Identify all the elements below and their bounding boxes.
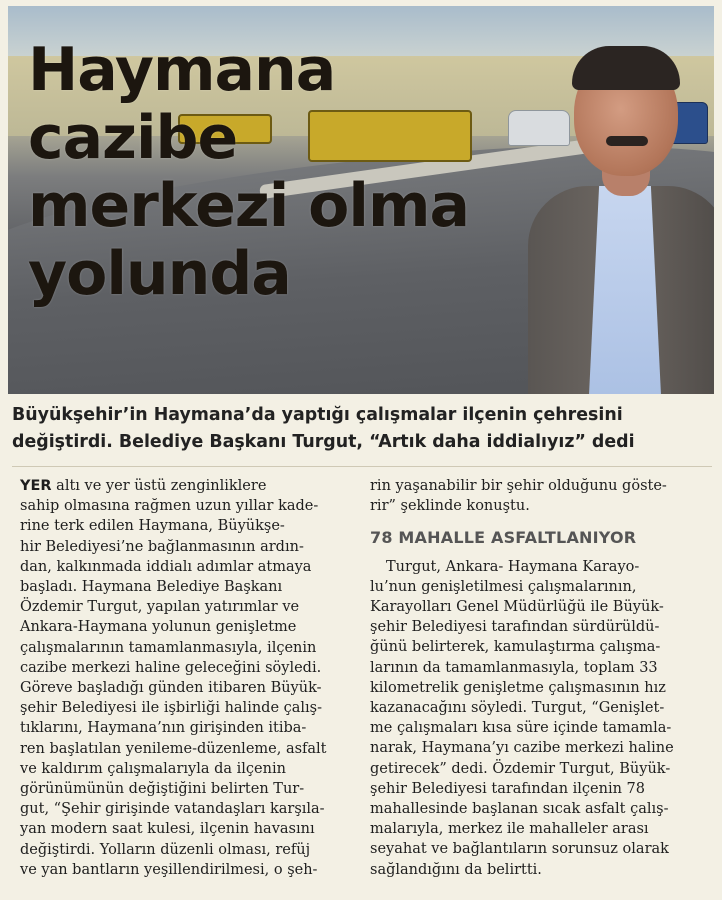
left-column-lines — [20, 496, 360, 880]
body-line: malarıyla, merkez ile mahalleler arası — [370, 821, 649, 838]
section-crosshead: 78 MAHALLE ASFALTLANIYOR — [370, 528, 637, 548]
body-line: ve yan bantların yeşillendirilmesi, o şeh- — [20, 861, 318, 878]
mayor-portrait — [528, 36, 714, 394]
body-line: Turgut, Ankara- Haymana Karayo- — [386, 558, 640, 575]
body-line: cazibe merkezi haline geleceğini söyledi. — [20, 659, 322, 676]
article-photo — [8, 6, 714, 394]
body-line: ve kaldırım çalışmalarıyla da ilçenin — [20, 760, 286, 777]
subhead-line-1: Büyükşehir’in Haymana’da yaptığı çalışmalar ilçenin çehresini — [12, 405, 623, 425]
body-line — [20, 476, 360, 496]
body-line: şehir Belediyesi ile işbirliği halinde çalış- — [20, 700, 323, 717]
portrait-mustache — [606, 136, 648, 146]
headline-line-3: yolunda — [28, 239, 291, 309]
left-column — [20, 476, 360, 880]
divider — [12, 466, 712, 467]
body-line: dan, kalkınmada iddialı adımlar atmaya — [20, 558, 312, 575]
body-line: kilometrelik genişletme çalışmasının hız — [370, 679, 666, 696]
body-line: sahip olmasına rağmen uzun yıllar kade- — [20, 498, 319, 515]
body-line: larının da tamamlanmasıyla, toplam 33 — [370, 659, 658, 676]
article-headline — [28, 36, 548, 308]
body-line: başladı. Haymana Belediye Başkanı — [20, 579, 283, 596]
lead-word: YER — [20, 478, 52, 494]
body-line: görünümünün değiştiğini belirten Tur- — [20, 781, 305, 798]
body-line: mahallesinde başlanan sıcak asfalt çalış- — [370, 801, 669, 818]
body-line: Göreve başladığı günden itibaren Büyük- — [20, 680, 322, 697]
lead-line-rest: altı ve yer üstü zenginliklere — [51, 478, 267, 494]
body-line: Özdemir Turgut, yapılan yatırımlar ve — [20, 599, 300, 616]
body-line: seyahat ve bağlantıların sorunsuz olarak — [370, 841, 669, 858]
body-line: şehir Belediyesi tarafından sürdürüldü- — [370, 619, 660, 636]
article-subheading — [12, 402, 712, 456]
subhead-line-2: değiştirdi. Belediye Başkanı Turgut, “Artık daha iddialıyız” dedi — [12, 432, 635, 452]
right-column-top-lines — [370, 476, 710, 516]
body-line: şehir Belediyesi tarafından ilçenin 78 — [370, 780, 645, 797]
headline-line-2: merkezi olma — [28, 171, 469, 241]
body-line: yan modern saat kulesi, ilçenin havasını — [20, 821, 315, 838]
body-line: rin yaşanabilir bir şehir olduğunu göste- — [370, 478, 667, 494]
body-line: ğünü belirterek, kamulaştırma çalışma- — [370, 639, 661, 656]
body-line: rine terk edilen Haymana, Büyükşe- — [20, 518, 285, 535]
right-column — [370, 476, 710, 880]
body-line: ren başlatılan yenileme-düzenleme, asfalt — [20, 740, 327, 757]
body-line: kazanacağını söyledi. Turgut, “Genişlet- — [370, 700, 665, 717]
body-line: çalışmalarının tamamlanmasıyla, ilçenin — [20, 639, 317, 656]
body-line: lu’nun genişletilmesi çalışmalarının, — [370, 578, 637, 595]
body-line: Karayolları Genel Müdürlüğü ile Büyük- — [370, 599, 664, 616]
right-column-bottom-lines — [370, 557, 710, 880]
body-line: rir” şeklinde konuştu. — [370, 498, 530, 515]
body-line: tıklarını, Haymana’nın girişinden itiba- — [20, 720, 307, 737]
body-line: getirecek” dedi. Özdemir Turgut, Büyük- — [370, 760, 671, 777]
body-line: hir Belediyesi’ne bağlanmasının ardın- — [20, 538, 304, 555]
body-line: me çalışmaları kısa süre içinde tamamla- — [370, 720, 672, 737]
portrait-shirt — [588, 186, 662, 394]
body-line: narak, Haymana’yı cazibe merkezi haline — [370, 740, 674, 757]
headline-line-1: Haymana cazibe — [28, 35, 336, 173]
body-line: gut, “Şehir girişinde vatandaşları karşıla- — [20, 801, 325, 818]
body-line: sağlandığını da belirtti. — [370, 861, 542, 878]
body-line: Ankara-Haymana yolunun genişletme — [20, 619, 297, 636]
body-line: değiştirdi. Yolların düzenli olması, refüj — [20, 841, 311, 858]
portrait-hair — [572, 46, 680, 90]
